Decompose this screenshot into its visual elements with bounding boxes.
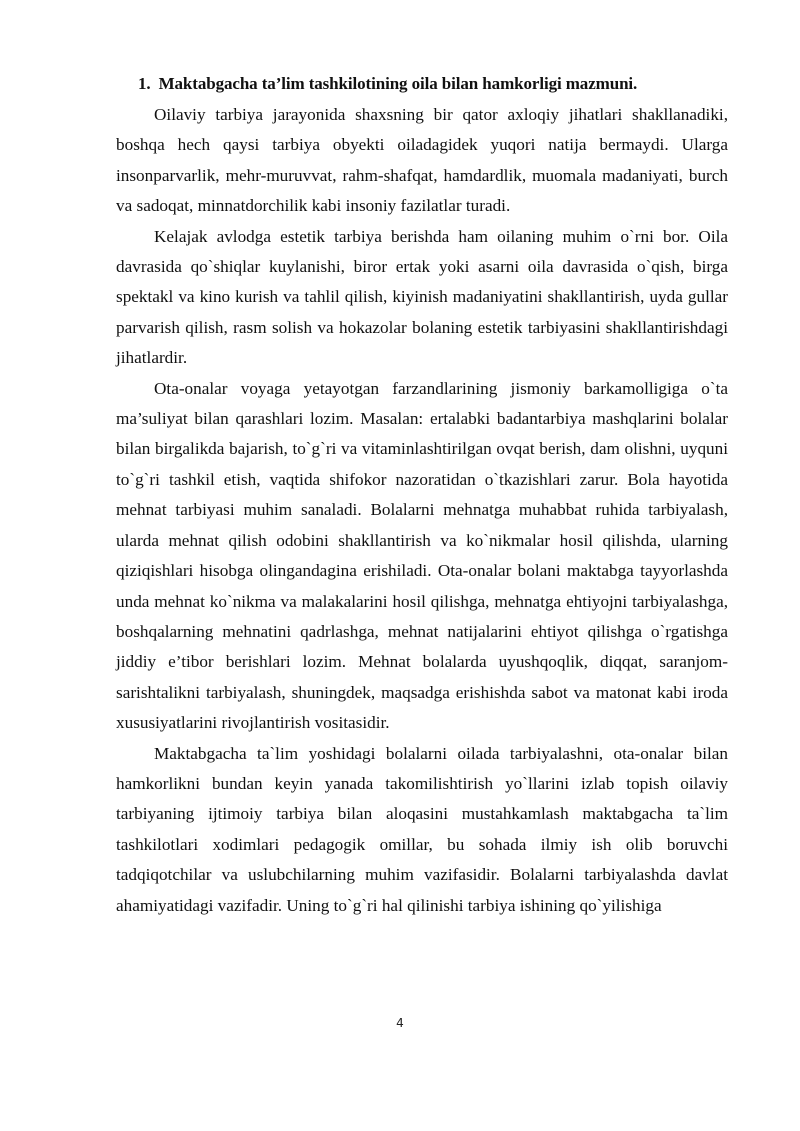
document-page (116, 72, 728, 921)
section-title: Maktabgacha ta’lim tashkilotining oila bilan hamkorligi mazmuni. (158, 74, 638, 93)
section-heading (116, 72, 728, 96)
paragraph-aesthetic-education: Kelajak avlodga estetik tarbiya berishda ham oilaning muhim o`rni bor. Oila davrasida qo`shiqlar kuylanishi, biror ertak yoki asarni oila davrasida o`qish, birga spektakl va kino kurish va tahlil qilish, kiyinish madaniyatini shakllantirish, uyda gullar parvarish qilish, rasm solish va hokazolar bolaning estetik tarbiyasini shakllantirishdagi jihatlardir. (116, 226, 728, 368)
paragraph-family-moral-education: Oilaviy tarbiya jarayonida shaxsning bir qator axloqiy jihatlari shakllanadiki, boshqa hech qaysi tarbiya obyekti oiladagidek yuqori natija bermaydi. Ularga insonparvarlik, mehr-muruvvat, rahm-shafqat, hamdardlik, muomala madaniyati, burch va sadoqat, minnatdorchilik kabi insoniy fazilatlar turadi. (116, 105, 728, 216)
page-number: 4 (396, 1016, 404, 1030)
section-number: 1. (138, 74, 151, 93)
paragraph-physical-labor-education: Ota-onalar voyaga yetayotgan farzandlarining jismoniy barkamolligiga o`ta ma’suliyat bilan qarashlari lozim. Masalan: ertalabki badantarbiya mashqlarini bolalar bilan birgalikda bajarish, to`g`ri va vitaminlashtirilgan ovqat berish, dam olishni, uyquni to`g`ri tashkil etish, vaqtida shifokor nazoratidan o`tkazishlari zarur. Bola hayotida mehnat tarbiyasi muhim sanaladi. Bolalarni mehnatga muhabbat ruhida tarbiyalash, ularda mehnat qilish odobini shakllantirish va ko`nikmalar hosil qilishda, ularning qiziqishlari hisobga olingandagina erishiladi. Ota-onalar bolani maktabga tayyorlashda unda mehnat ko`nikma va malakalarini hosil qilishga, mehnatga ehtiyojni tarbiyalashga, boshqalarning mehnatini qadrlashga, mehnat natijalarini ehtiyot qilishga o`rgatishga jiddiy e’tibor berishlari lozim. Mehnat bolalarda uyushqoqlik, diqqat, saranjom-sarishtalikni tarbiyalash, shuningdek, maqsadga erishishda sabot va matonat kabi iroda xususiyatlarini rivojlantirish vositasidir. (116, 378, 728, 733)
paragraph-preschool-cooperation: Maktabgacha ta`lim yoshidagi bolalarni oilada tarbiyalashni, ota-onalar bilan hamkorlikni bundan keyin yanada takomilishtirish yo`llarini izlab topish oilaviy tarbiyaning ijtimoiy tarbiya bilan aloqasini mustahkamlash maktabgacha ta`lim tashkilotlari xodimlari pedagogik omillar, bu sohada ilmiy ish olib boruvchi tadqiqotchilar va uslubchilarning muhim vazifasidir. Bolalarni tarbiyalashda davlat ahamiyatidagi vazifadir. Uning to`g`ri hal qilinishi tarbiya ishining qo`yilishiga (116, 743, 728, 915)
